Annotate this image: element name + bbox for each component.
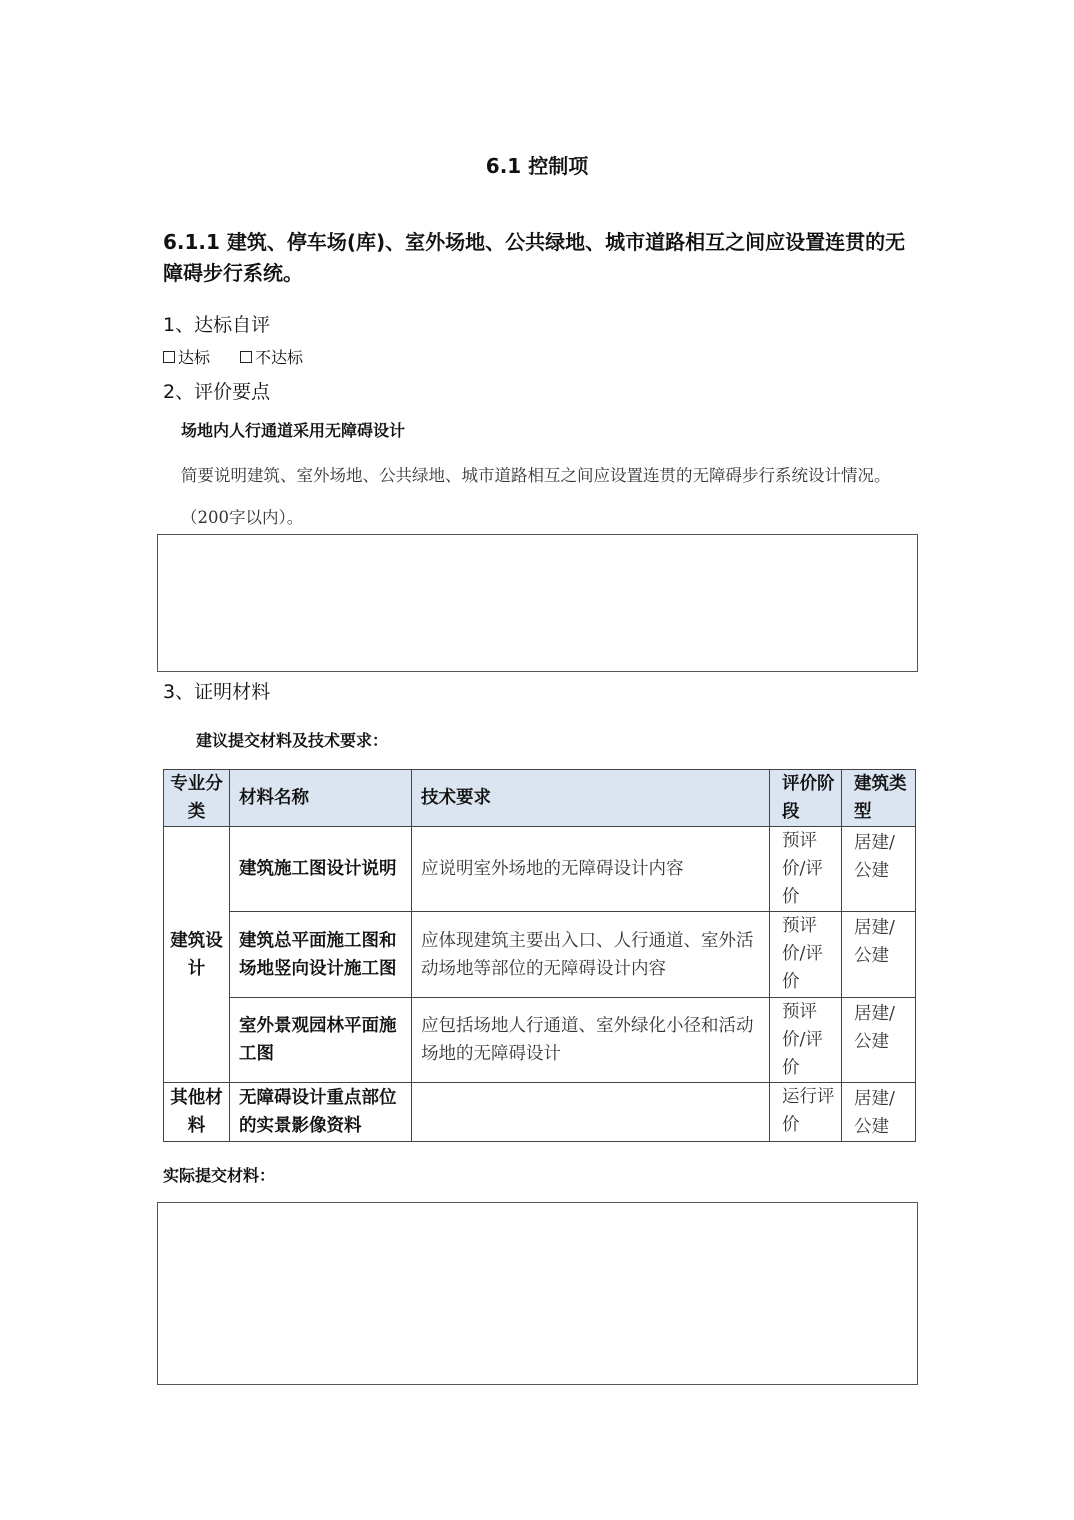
checkbox-fail-label: 不达标 <box>255 348 304 367</box>
checkbox-fail[interactable] <box>240 345 303 368</box>
stage-cell: 运行评价 <box>770 1083 842 1142</box>
requirement-cell: 应说明室外场地的无障碍设计内容 <box>412 827 770 912</box>
header-material-name: 材料名称 <box>230 770 412 827</box>
clause-title: 6.1.1 建筑、停车场(库)、室外场地、公共绿地、城市道路相互之间应设置连贯的无障碍步行系统。 <box>163 230 906 285</box>
table-row <box>164 1083 916 1142</box>
building-type-cell: 居建/公建 <box>842 827 916 912</box>
table-header-row <box>164 770 916 827</box>
checkbox-icon[interactable] <box>240 351 252 363</box>
material-name-cell: 建筑施工图设计说明 <box>230 827 412 912</box>
building-type-cell: 居建/公建 <box>842 1083 916 1142</box>
material-name-cell: 室外景观园林平面施工图 <box>230 998 412 1083</box>
table-row <box>164 912 916 998</box>
building-type-cell: 居建/公建 <box>842 998 916 1083</box>
eval-points-subtitle: 场地内人行通道采用无障碍设计 <box>181 421 406 440</box>
self-eval-options <box>163 345 303 368</box>
building-type-cell: 居建/公建 <box>842 912 916 998</box>
suggested-materials-label: 建议提交材料及技术要求： <box>196 731 389 750</box>
header-category: 专业分类 <box>164 770 230 827</box>
self-eval-heading: 1、达标自评 <box>163 314 271 336</box>
material-name-cell: 无障碍设计重点部位的实景影像资料 <box>230 1083 412 1142</box>
header-requirement: 技术要求 <box>412 770 770 827</box>
eval-points-description: 简要说明建筑、室外场地、公共绿地、城市道路相互之间应设置连贯的无障碍步行系统设计情况。（200字以内）。 <box>181 466 891 527</box>
stage-cell: 预评价/评价 <box>770 827 842 912</box>
requirement-cell: 应包括场地人行通道、室外绿化小径和活动场地的无障碍设计 <box>412 998 770 1083</box>
evidence-heading: 3、证明材料 <box>163 681 271 703</box>
checkbox-pass-label: 达标 <box>178 348 211 367</box>
requirement-cell: 应体现建筑主要出入口、人行通道、室外活动场地等部位的无障碍设计内容 <box>412 912 770 998</box>
header-building-type: 建筑类型 <box>842 770 916 827</box>
category-cell: 其他材料 <box>164 1083 230 1142</box>
section-title: 6.1 控制项 <box>485 154 589 178</box>
table-row <box>164 998 916 1083</box>
stage-cell: 预评价/评价 <box>770 912 842 998</box>
header-stage: 评价阶段 <box>770 770 842 827</box>
checkbox-pass[interactable] <box>163 345 210 368</box>
materials-table <box>163 769 916 1142</box>
eval-points-heading: 2、评价要点 <box>163 381 271 403</box>
requirement-cell <box>412 1083 770 1142</box>
stage-cell: 预评价/评价 <box>770 998 842 1083</box>
material-name-cell: 建筑总平面施工图和场地竖向设计施工图 <box>230 912 412 998</box>
actual-materials-label: 实际提交材料： <box>163 1166 276 1185</box>
table-row <box>164 827 916 912</box>
category-cell: 建筑设计 <box>164 827 230 1083</box>
actual-materials-input-box[interactable] <box>157 1202 918 1385</box>
checkbox-icon[interactable] <box>163 351 175 363</box>
description-input-box[interactable] <box>157 534 918 672</box>
